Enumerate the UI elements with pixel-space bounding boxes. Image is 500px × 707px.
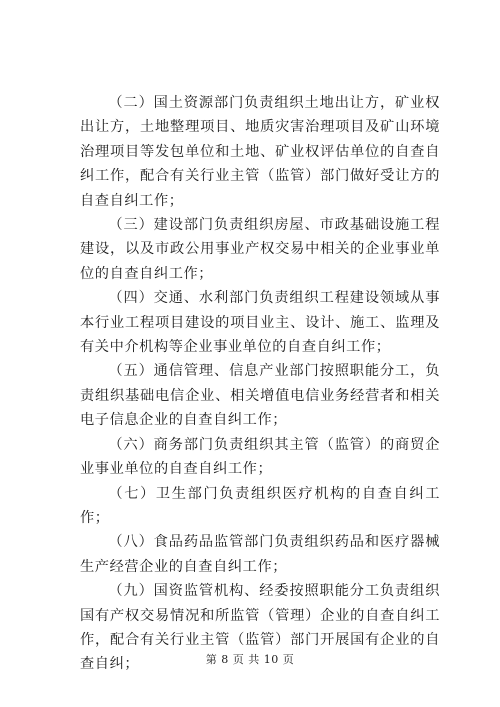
document-body [80, 91, 440, 677]
paragraph-9: （九）国资监管机构、经委按照职能分工负责组织国有产权交易情况和所监管（管理）企业的自查自纠工作，配合有关行业主管（监管）部门开展国有企业的自查自纠； [80, 583, 440, 673]
paragraph-3: （三）建设部门负责组织房屋、市政基础设施工程建设，以及市政公用事业产权交易中相关的企业事业单位的自查自纠工作； [80, 217, 440, 282]
paragraph-6: （六）商务部门负责组织其主管（监管）的商贸企业事业单位的自查自纠工作； [80, 436, 440, 478]
paragraph-2: （二）国土资源部门负责组织土地出让方，矿业权出让方，土地整理项目、地质灾害治理项目及矿山环境治理项目等发包单位和土地、矿业权评估单位的自查自纠工作，配合有关行业主管（监管）部门做好受让方的自查自纠工作； [80, 95, 440, 209]
paragraph-5: （五）通信管理、信息产业部门按照职能分工，负责组织基础电信企业、相关增值电信业务经营者和相关电子信息企业的自查自纠工作； [80, 363, 440, 429]
paragraph-4: （四）交通、水利部门负责组织工程建设领域从事本行业工程项目建设的项目业主、设计、施工、监理及有关中介机构等企业事业单位的自查自纠工作； [80, 290, 440, 356]
page-number-footer: 第 8 页 共 10 页 [205, 653, 295, 666]
paragraph-7: （七）卫生部门负责组织医疗机构的自查自纠工作； [80, 485, 440, 526]
paragraph-8: （八）食品药品监管部门负责组织药品和医疗器械生产经营企业的自查自纠工作； [80, 534, 440, 575]
